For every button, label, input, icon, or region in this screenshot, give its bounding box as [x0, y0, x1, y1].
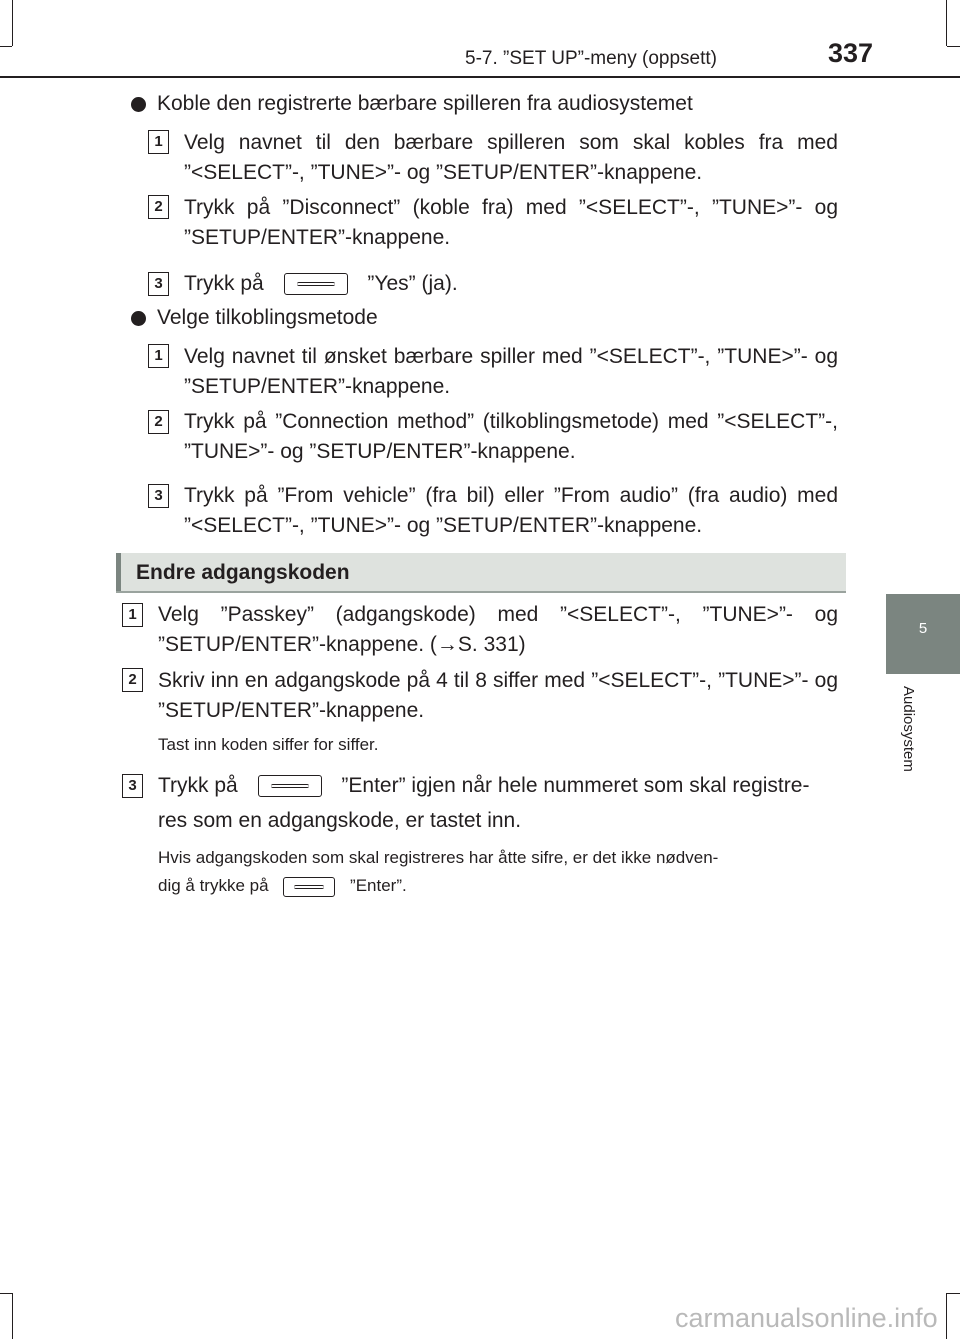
bullet-title: Velge tilkoblingsmetode: [157, 306, 378, 329]
step-note: [158, 871, 407, 901]
step-text: Velg navnet til den bærbare spilleren som skal kobles fra med ”<SELECT”-, ”TUNE>”- og ”SETUP/ENTER”-knappene.: [184, 131, 838, 184]
header-section-title: 5-7. ”SET UP”-meny (oppsett): [465, 48, 718, 69]
step-number: 1: [122, 603, 143, 627]
step-number: 1: [148, 130, 169, 154]
chapter-label-text: Audiosystem: [900, 686, 917, 772]
step-number: 3: [148, 272, 169, 296]
section-rule: [116, 591, 846, 593]
crop-mark: [0, 1293, 12, 1294]
crop-mark: [12, 0, 13, 46]
step-text-part: Trykk på: [158, 774, 238, 797]
step-text: res som en adgangskode, er tastet inn.: [158, 809, 522, 832]
bullet-heading-connection-method: [131, 306, 378, 330]
crop-mark: [946, 1293, 947, 1339]
bullet-icon: [131, 97, 146, 112]
chapter-number: 5: [918, 620, 928, 637]
step-text: [158, 771, 838, 801]
bullet-icon: [131, 311, 146, 326]
section-title: Endre adgangskoden: [136, 561, 350, 584]
step-number: 2: [122, 668, 143, 692]
page-number: 337: [828, 38, 874, 68]
crop-mark: [12, 1293, 13, 1339]
step-number: 2: [148, 410, 169, 434]
step-text: Velg ”Passkey” (adgangskode) med ”<SELECT”-, ”TUNE>”- og ”SETUP/ENTER”-knappene. (→S. 331): [158, 603, 838, 656]
crop-mark: [946, 0, 947, 46]
menu-button-icon: [284, 273, 348, 295]
step-note-part: dig å trykke på: [158, 876, 269, 895]
bullet-heading-disconnect: [131, 92, 693, 116]
step-number: 1: [148, 344, 169, 368]
crop-mark: [947, 46, 960, 47]
step-number: 3: [122, 774, 143, 798]
menu-button-icon: [258, 775, 322, 797]
step-text-part: ”Yes” (ja).: [367, 272, 458, 295]
step-text: [184, 269, 838, 299]
step-text-part: ”Enter” igjen når hele nummeret som skal registre-: [341, 774, 810, 797]
step-text-part: Trykk på: [184, 272, 264, 295]
step-note: Tast inn koden siffer for siffer.: [158, 735, 379, 754]
step-number: 2: [148, 195, 169, 219]
watermark: carmanualsonline.info: [675, 1303, 938, 1333]
step-text: Skriv inn en adgangskode på 4 til 8 siffer med ”<SELECT”-, ”TUNE>”- og ”SETUP/ENTER”-knappene.: [158, 669, 838, 722]
bullet-title: Koble den registrerte bærbare spilleren fra audiosystemet: [157, 92, 693, 115]
chapter-label: [895, 686, 915, 816]
header-rule: [0, 76, 960, 78]
menu-button-icon: [283, 877, 335, 897]
step-text: Velg navnet til ønsket bærbare spiller med ”<SELECT”-, ”TUNE>”- og ”SETUP/ENTER”-knappene.: [184, 345, 838, 398]
step-text: Trykk på ”Disconnect” (koble fra) med ”<SELECT”-, ”TUNE>”- og ”SETUP/ENTER”-knappene.: [184, 196, 838, 249]
step-text: Trykk på ”From vehicle” (fra bil) eller ”From audio” (fra audio) med ”<SELECT”-, ”TUNE>”- og ”SETUP/ENTER”-knappene.: [184, 484, 838, 537]
step-text: Trykk på ”Connection method” (tilkoblingsmetode) med ”<SELECT”-, ”TUNE>”- og ”SETUP/ENTER”-knappene.: [184, 410, 838, 463]
crop-mark: [0, 46, 12, 47]
step-number: 3: [148, 484, 169, 508]
crop-mark: [947, 1293, 960, 1294]
step-note-part: ”Enter”.: [350, 876, 407, 895]
section-heading-bar: [116, 553, 846, 592]
step-note: Hvis adgangskoden som skal registreres har åtte sifre, er det ikke nødven-: [158, 848, 719, 867]
